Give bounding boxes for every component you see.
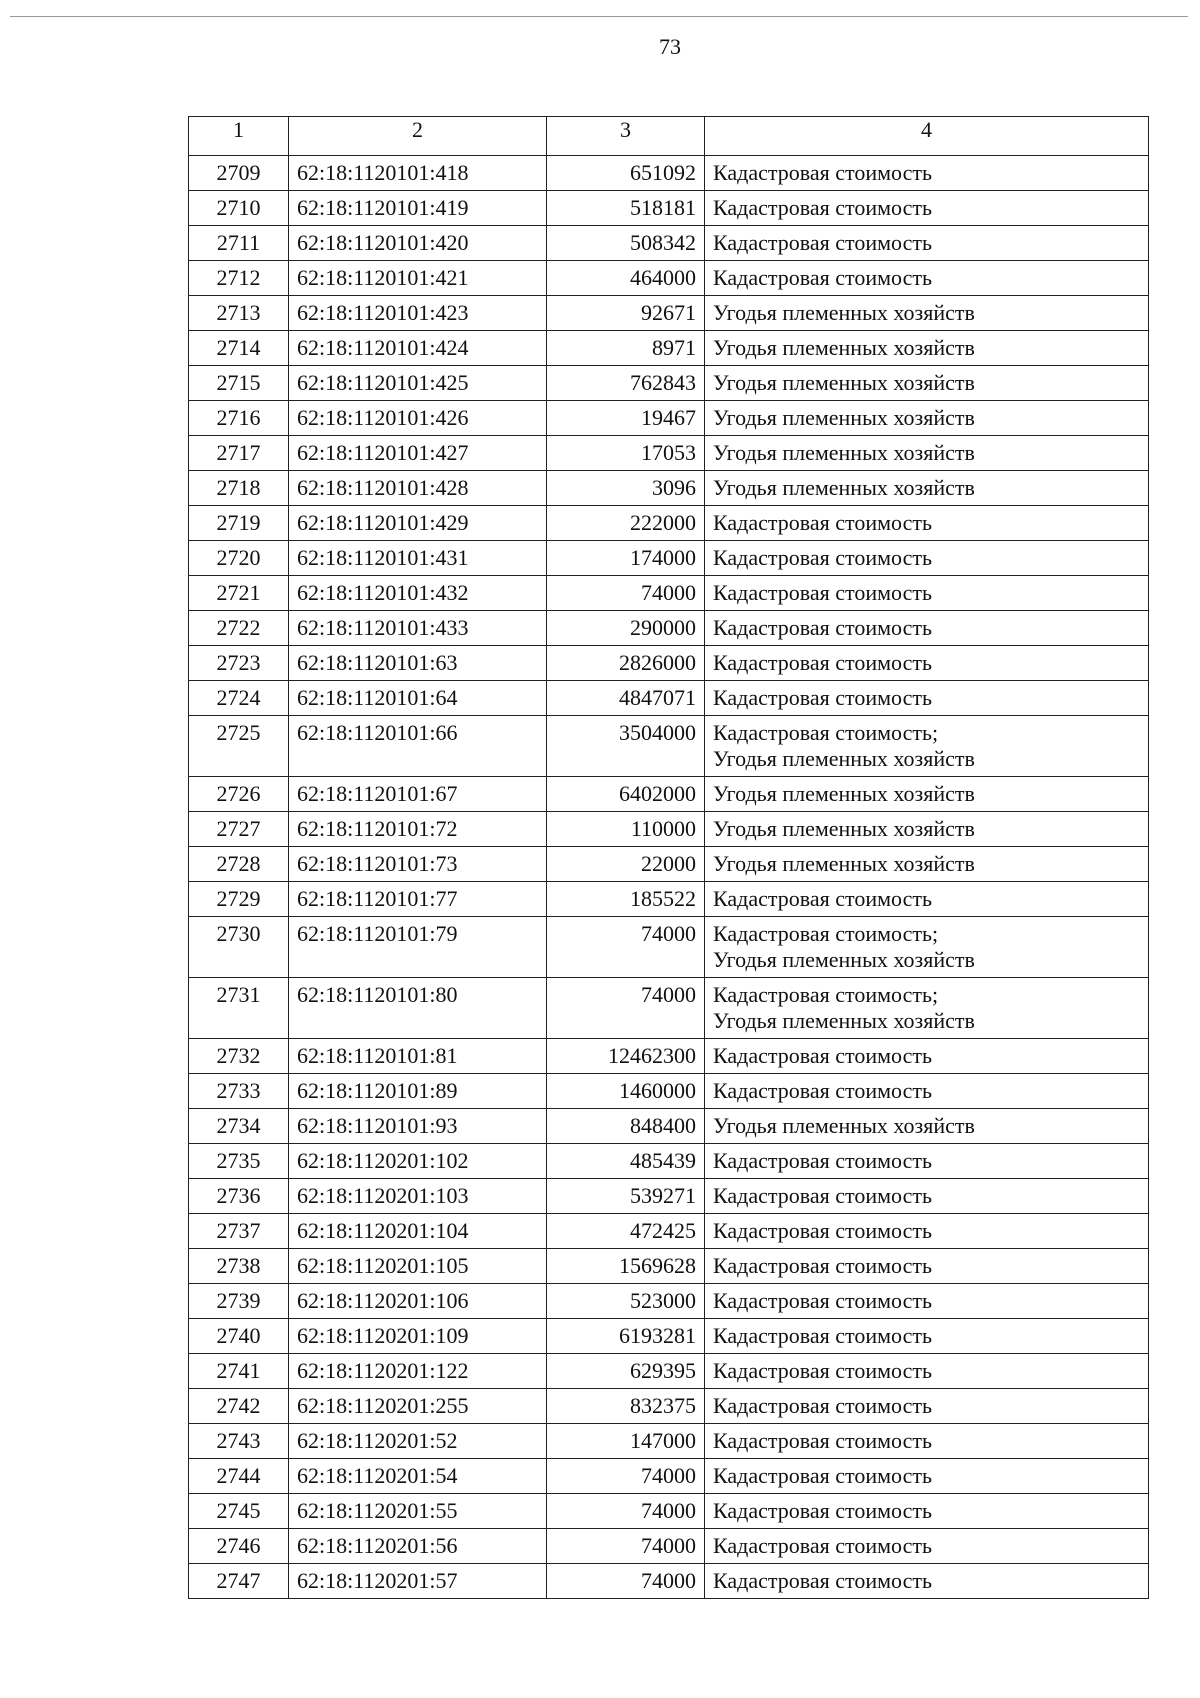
description-cell	[705, 1284, 1149, 1319]
value-cell: 1569628	[547, 1249, 705, 1284]
description-line: Кадастровая стоимость	[713, 1288, 932, 1313]
table-row	[189, 156, 1149, 191]
cadastral-number: 62:18:1120101:423	[289, 296, 547, 331]
description-line: Кадастровая стоимость	[713, 1043, 932, 1068]
row-number: 2732	[189, 1039, 289, 1074]
row-number: 2716	[189, 401, 289, 436]
description-cell	[705, 366, 1149, 401]
description-line: Угодья племенных хозяйств	[713, 1113, 975, 1138]
description-line: Угодья племенных хозяйств	[713, 1008, 975, 1033]
description-line: Кадастровая стоимость	[713, 160, 932, 185]
value-cell: 485439	[547, 1144, 705, 1179]
row-number: 2715	[189, 366, 289, 401]
cadastral-number: 62:18:1120101:427	[289, 436, 547, 471]
description-line: Угодья племенных хозяйств	[713, 475, 975, 500]
cadastral-number: 62:18:1120201:104	[289, 1214, 547, 1249]
cadastral-number: 62:18:1120101:418	[289, 156, 547, 191]
description-cell	[705, 1354, 1149, 1389]
table-row	[189, 1354, 1149, 1389]
cadastral-number: 62:18:1120101:72	[289, 812, 547, 847]
cadastral-number: 62:18:1120201:102	[289, 1144, 547, 1179]
row-number: 2726	[189, 777, 289, 812]
row-number: 2722	[189, 611, 289, 646]
row-number: 2721	[189, 576, 289, 611]
cadastral-number: 62:18:1120101:66	[289, 716, 547, 777]
value-cell: 17053	[547, 436, 705, 471]
header-col-1: 1	[189, 117, 289, 156]
description-line: Кадастровая стоимость	[713, 1533, 932, 1558]
cadastral-number: 62:18:1120101:63	[289, 646, 547, 681]
value-cell: 6402000	[547, 777, 705, 812]
description-cell	[705, 646, 1149, 681]
value-cell: 110000	[547, 812, 705, 847]
cadastral-number: 62:18:1120101:420	[289, 226, 547, 261]
row-number: 2735	[189, 1144, 289, 1179]
description-line: Угодья племенных хозяйств	[713, 746, 975, 771]
table-row	[189, 681, 1149, 716]
table-row	[189, 226, 1149, 261]
description-cell	[705, 296, 1149, 331]
value-cell: 92671	[547, 296, 705, 331]
table-row	[189, 296, 1149, 331]
cadastral-number: 62:18:1120201:54	[289, 1459, 547, 1494]
cadastral-number: 62:18:1120101:64	[289, 681, 547, 716]
value-cell: 3096	[547, 471, 705, 506]
table-row	[189, 1109, 1149, 1144]
table-row	[189, 1494, 1149, 1529]
cadastral-number: 62:18:1120101:89	[289, 1074, 547, 1109]
cadastral-number: 62:18:1120201:122	[289, 1354, 547, 1389]
table-row	[189, 1389, 1149, 1424]
description-line: Кадастровая стоимость	[713, 230, 932, 255]
value-cell: 518181	[547, 191, 705, 226]
table-row	[189, 436, 1149, 471]
description-cell	[705, 156, 1149, 191]
table-row	[189, 366, 1149, 401]
value-cell: 12462300	[547, 1039, 705, 1074]
row-number: 2719	[189, 506, 289, 541]
description-line: Кадастровая стоимость	[713, 1218, 932, 1243]
description-line: Угодья племенных хозяйств	[713, 405, 975, 430]
description-cell	[705, 1179, 1149, 1214]
description-cell	[705, 261, 1149, 296]
table-row	[189, 777, 1149, 812]
cadastral-number: 62:18:1120101:429	[289, 506, 547, 541]
value-cell: 2826000	[547, 646, 705, 681]
description-cell	[705, 1249, 1149, 1284]
table-row	[189, 191, 1149, 226]
header-col-4: 4	[705, 117, 1149, 156]
row-number: 2720	[189, 541, 289, 576]
value-cell: 762843	[547, 366, 705, 401]
description-cell	[705, 847, 1149, 882]
header-col-2: 2	[289, 117, 547, 156]
description-line: Угодья племенных хозяйств	[713, 440, 975, 465]
value-cell: 222000	[547, 506, 705, 541]
row-number: 2741	[189, 1354, 289, 1389]
description-cell	[705, 226, 1149, 261]
value-cell: 539271	[547, 1179, 705, 1214]
description-line: Кадастровая стоимость	[713, 615, 932, 640]
description-line: Угодья племенных хозяйств	[713, 300, 975, 325]
table-row	[189, 847, 1149, 882]
description-line: Кадастровая стоимость	[713, 886, 932, 911]
value-cell: 74000	[547, 1564, 705, 1599]
cadastral-number: 62:18:1120101:419	[289, 191, 547, 226]
description-line: Кадастровая стоимость	[713, 1428, 932, 1453]
table-row	[189, 1179, 1149, 1214]
value-cell: 629395	[547, 1354, 705, 1389]
table-row	[189, 611, 1149, 646]
table-row	[189, 331, 1149, 366]
cadastral-number: 62:18:1120101:73	[289, 847, 547, 882]
row-number: 2746	[189, 1529, 289, 1564]
row-number: 2709	[189, 156, 289, 191]
row-number: 2731	[189, 978, 289, 1039]
scan-top-border	[10, 16, 1188, 17]
value-cell: 523000	[547, 1284, 705, 1319]
table-row	[189, 1459, 1149, 1494]
description-line: Кадастровая стоимость	[713, 195, 932, 220]
value-cell: 848400	[547, 1109, 705, 1144]
row-number: 2739	[189, 1284, 289, 1319]
value-cell: 74000	[547, 1529, 705, 1564]
table-row	[189, 1214, 1149, 1249]
table-row	[189, 471, 1149, 506]
cadastral-number: 62:18:1120201:52	[289, 1424, 547, 1459]
cadastral-number: 62:18:1120201:255	[289, 1389, 547, 1424]
value-cell: 174000	[547, 541, 705, 576]
description-line: Угодья племенных хозяйств	[713, 335, 975, 360]
row-number: 2717	[189, 436, 289, 471]
description-line: Кадастровая стоимость	[713, 1463, 932, 1488]
value-cell: 19467	[547, 401, 705, 436]
description-line: Кадастровая стоимость	[713, 1358, 932, 1383]
value-cell: 147000	[547, 1424, 705, 1459]
row-number: 2745	[189, 1494, 289, 1529]
description-cell	[705, 611, 1149, 646]
cadastral-number: 62:18:1120201:106	[289, 1284, 547, 1319]
description-line: Кадастровая стоимость;	[713, 720, 939, 745]
cadastral-number: 62:18:1120101:433	[289, 611, 547, 646]
description-cell	[705, 541, 1149, 576]
table-row	[189, 1424, 1149, 1459]
description-cell	[705, 1529, 1149, 1564]
description-cell	[705, 1424, 1149, 1459]
description-cell	[705, 681, 1149, 716]
value-cell: 6193281	[547, 1319, 705, 1354]
value-cell: 22000	[547, 847, 705, 882]
table-row	[189, 401, 1149, 436]
table-row	[189, 1074, 1149, 1109]
description-cell	[705, 917, 1149, 978]
description-cell	[705, 1494, 1149, 1529]
row-number: 2738	[189, 1249, 289, 1284]
table-row	[189, 1319, 1149, 1354]
row-number: 2729	[189, 882, 289, 917]
value-cell: 508342	[547, 226, 705, 261]
row-number: 2740	[189, 1319, 289, 1354]
table-row	[189, 646, 1149, 681]
cadastral-number: 62:18:1120101:81	[289, 1039, 547, 1074]
value-cell: 3504000	[547, 716, 705, 777]
description-line: Кадастровая стоимость	[713, 1183, 932, 1208]
cadastral-number: 62:18:1120101:79	[289, 917, 547, 978]
cadastral-number: 62:18:1120201:105	[289, 1249, 547, 1284]
description-cell	[705, 716, 1149, 777]
row-number: 2737	[189, 1214, 289, 1249]
description-cell	[705, 576, 1149, 611]
value-cell: 74000	[547, 576, 705, 611]
row-number: 2718	[189, 471, 289, 506]
description-line: Кадастровая стоимость;	[713, 982, 939, 1007]
row-number: 2747	[189, 1564, 289, 1599]
value-cell: 290000	[547, 611, 705, 646]
table-row	[189, 1529, 1149, 1564]
cadastral-number: 62:18:1120101:80	[289, 978, 547, 1039]
description-line: Кадастровая стоимость	[713, 685, 932, 710]
table-row	[189, 812, 1149, 847]
value-cell: 185522	[547, 882, 705, 917]
description-cell	[705, 401, 1149, 436]
table-body	[189, 156, 1149, 1599]
row-number: 2736	[189, 1179, 289, 1214]
row-number: 2727	[189, 812, 289, 847]
description-cell	[705, 506, 1149, 541]
description-line: Кадастровая стоимость	[713, 650, 932, 675]
description-cell	[705, 1039, 1149, 1074]
description-line: Угодья племенных хозяйств	[713, 816, 975, 841]
description-line: Кадастровая стоимость	[713, 1498, 932, 1523]
table-row	[189, 1144, 1149, 1179]
description-line: Угодья племенных хозяйств	[713, 370, 975, 395]
row-number: 2711	[189, 226, 289, 261]
row-number: 2730	[189, 917, 289, 978]
table-row	[189, 576, 1149, 611]
cadastral-number: 62:18:1120101:77	[289, 882, 547, 917]
description-line: Кадастровая стоимость;	[713, 921, 939, 946]
description-cell	[705, 1144, 1149, 1179]
value-cell: 4847071	[547, 681, 705, 716]
description-line: Кадастровая стоимость	[713, 1568, 932, 1593]
table-row	[189, 541, 1149, 576]
value-cell: 832375	[547, 1389, 705, 1424]
row-number: 2728	[189, 847, 289, 882]
description-line: Угодья племенных хозяйств	[713, 781, 975, 806]
value-cell: 464000	[547, 261, 705, 296]
description-cell	[705, 1074, 1149, 1109]
cadastral-number: 62:18:1120101:93	[289, 1109, 547, 1144]
description-line: Кадастровая стоимость	[713, 1148, 932, 1173]
table-row	[189, 716, 1149, 777]
table-row	[189, 1039, 1149, 1074]
table-row	[189, 1249, 1149, 1284]
value-cell: 74000	[547, 978, 705, 1039]
row-number: 2712	[189, 261, 289, 296]
row-number: 2744	[189, 1459, 289, 1494]
register-table	[188, 116, 1149, 1599]
table-row	[189, 978, 1149, 1039]
description-line: Кадастровая стоимость	[713, 1078, 932, 1103]
description-line: Кадастровая стоимость	[713, 265, 932, 290]
description-cell	[705, 471, 1149, 506]
value-cell: 74000	[547, 1494, 705, 1529]
value-cell: 472425	[547, 1214, 705, 1249]
table-row	[189, 882, 1149, 917]
description-cell	[705, 882, 1149, 917]
description-cell	[705, 1109, 1149, 1144]
description-cell	[705, 331, 1149, 366]
table-row	[189, 1284, 1149, 1319]
description-cell	[705, 1214, 1149, 1249]
row-number: 2725	[189, 716, 289, 777]
table-row	[189, 917, 1149, 978]
value-cell: 74000	[547, 917, 705, 978]
row-number: 2733	[189, 1074, 289, 1109]
value-cell: 8971	[547, 331, 705, 366]
cadastral-number: 62:18:1120101:425	[289, 366, 547, 401]
cadastral-number: 62:18:1120101:432	[289, 576, 547, 611]
header-col-3: 3	[547, 117, 705, 156]
cadastral-number: 62:18:1120101:428	[289, 471, 547, 506]
row-number: 2723	[189, 646, 289, 681]
cadastral-number: 62:18:1120201:55	[289, 1494, 547, 1529]
description-line: Кадастровая стоимость	[713, 545, 932, 570]
row-number: 2714	[189, 331, 289, 366]
value-cell: 651092	[547, 156, 705, 191]
description-cell	[705, 1564, 1149, 1599]
header-row	[189, 117, 1149, 156]
description-cell	[705, 812, 1149, 847]
description-line: Кадастровая стоимость	[713, 580, 932, 605]
cadastral-number: 62:18:1120101:426	[289, 401, 547, 436]
page-number: 73	[659, 34, 681, 59]
description-cell	[705, 1459, 1149, 1494]
row-number: 2743	[189, 1424, 289, 1459]
row-number: 2734	[189, 1109, 289, 1144]
description-cell	[705, 777, 1149, 812]
description-line: Кадастровая стоимость	[713, 510, 932, 535]
description-line: Кадастровая стоимость	[713, 1323, 932, 1348]
cadastral-number: 62:18:1120201:57	[289, 1564, 547, 1599]
description-cell	[705, 1389, 1149, 1424]
value-cell: 74000	[547, 1459, 705, 1494]
description-cell	[705, 978, 1149, 1039]
cadastral-number: 62:18:1120101:67	[289, 777, 547, 812]
description-cell	[705, 191, 1149, 226]
row-number: 2724	[189, 681, 289, 716]
cadastral-number: 62:18:1120101:431	[289, 541, 547, 576]
cadastral-number: 62:18:1120201:56	[289, 1529, 547, 1564]
cadastral-number: 62:18:1120101:421	[289, 261, 547, 296]
table-row	[189, 261, 1149, 296]
row-number: 2710	[189, 191, 289, 226]
row-number: 2713	[189, 296, 289, 331]
table-row	[189, 1564, 1149, 1599]
description-cell	[705, 436, 1149, 471]
cadastral-number: 62:18:1120201:109	[289, 1319, 547, 1354]
description-line: Угодья племенных хозяйств	[713, 947, 975, 972]
row-number: 2742	[189, 1389, 289, 1424]
description-cell	[705, 1319, 1149, 1354]
description-line: Кадастровая стоимость	[713, 1393, 932, 1418]
description-line: Угодья племенных хозяйств	[713, 851, 975, 876]
value-cell: 1460000	[547, 1074, 705, 1109]
cadastral-number: 62:18:1120201:103	[289, 1179, 547, 1214]
description-line: Кадастровая стоимость	[713, 1253, 932, 1278]
cadastral-number: 62:18:1120101:424	[289, 331, 547, 366]
table-row	[189, 506, 1149, 541]
